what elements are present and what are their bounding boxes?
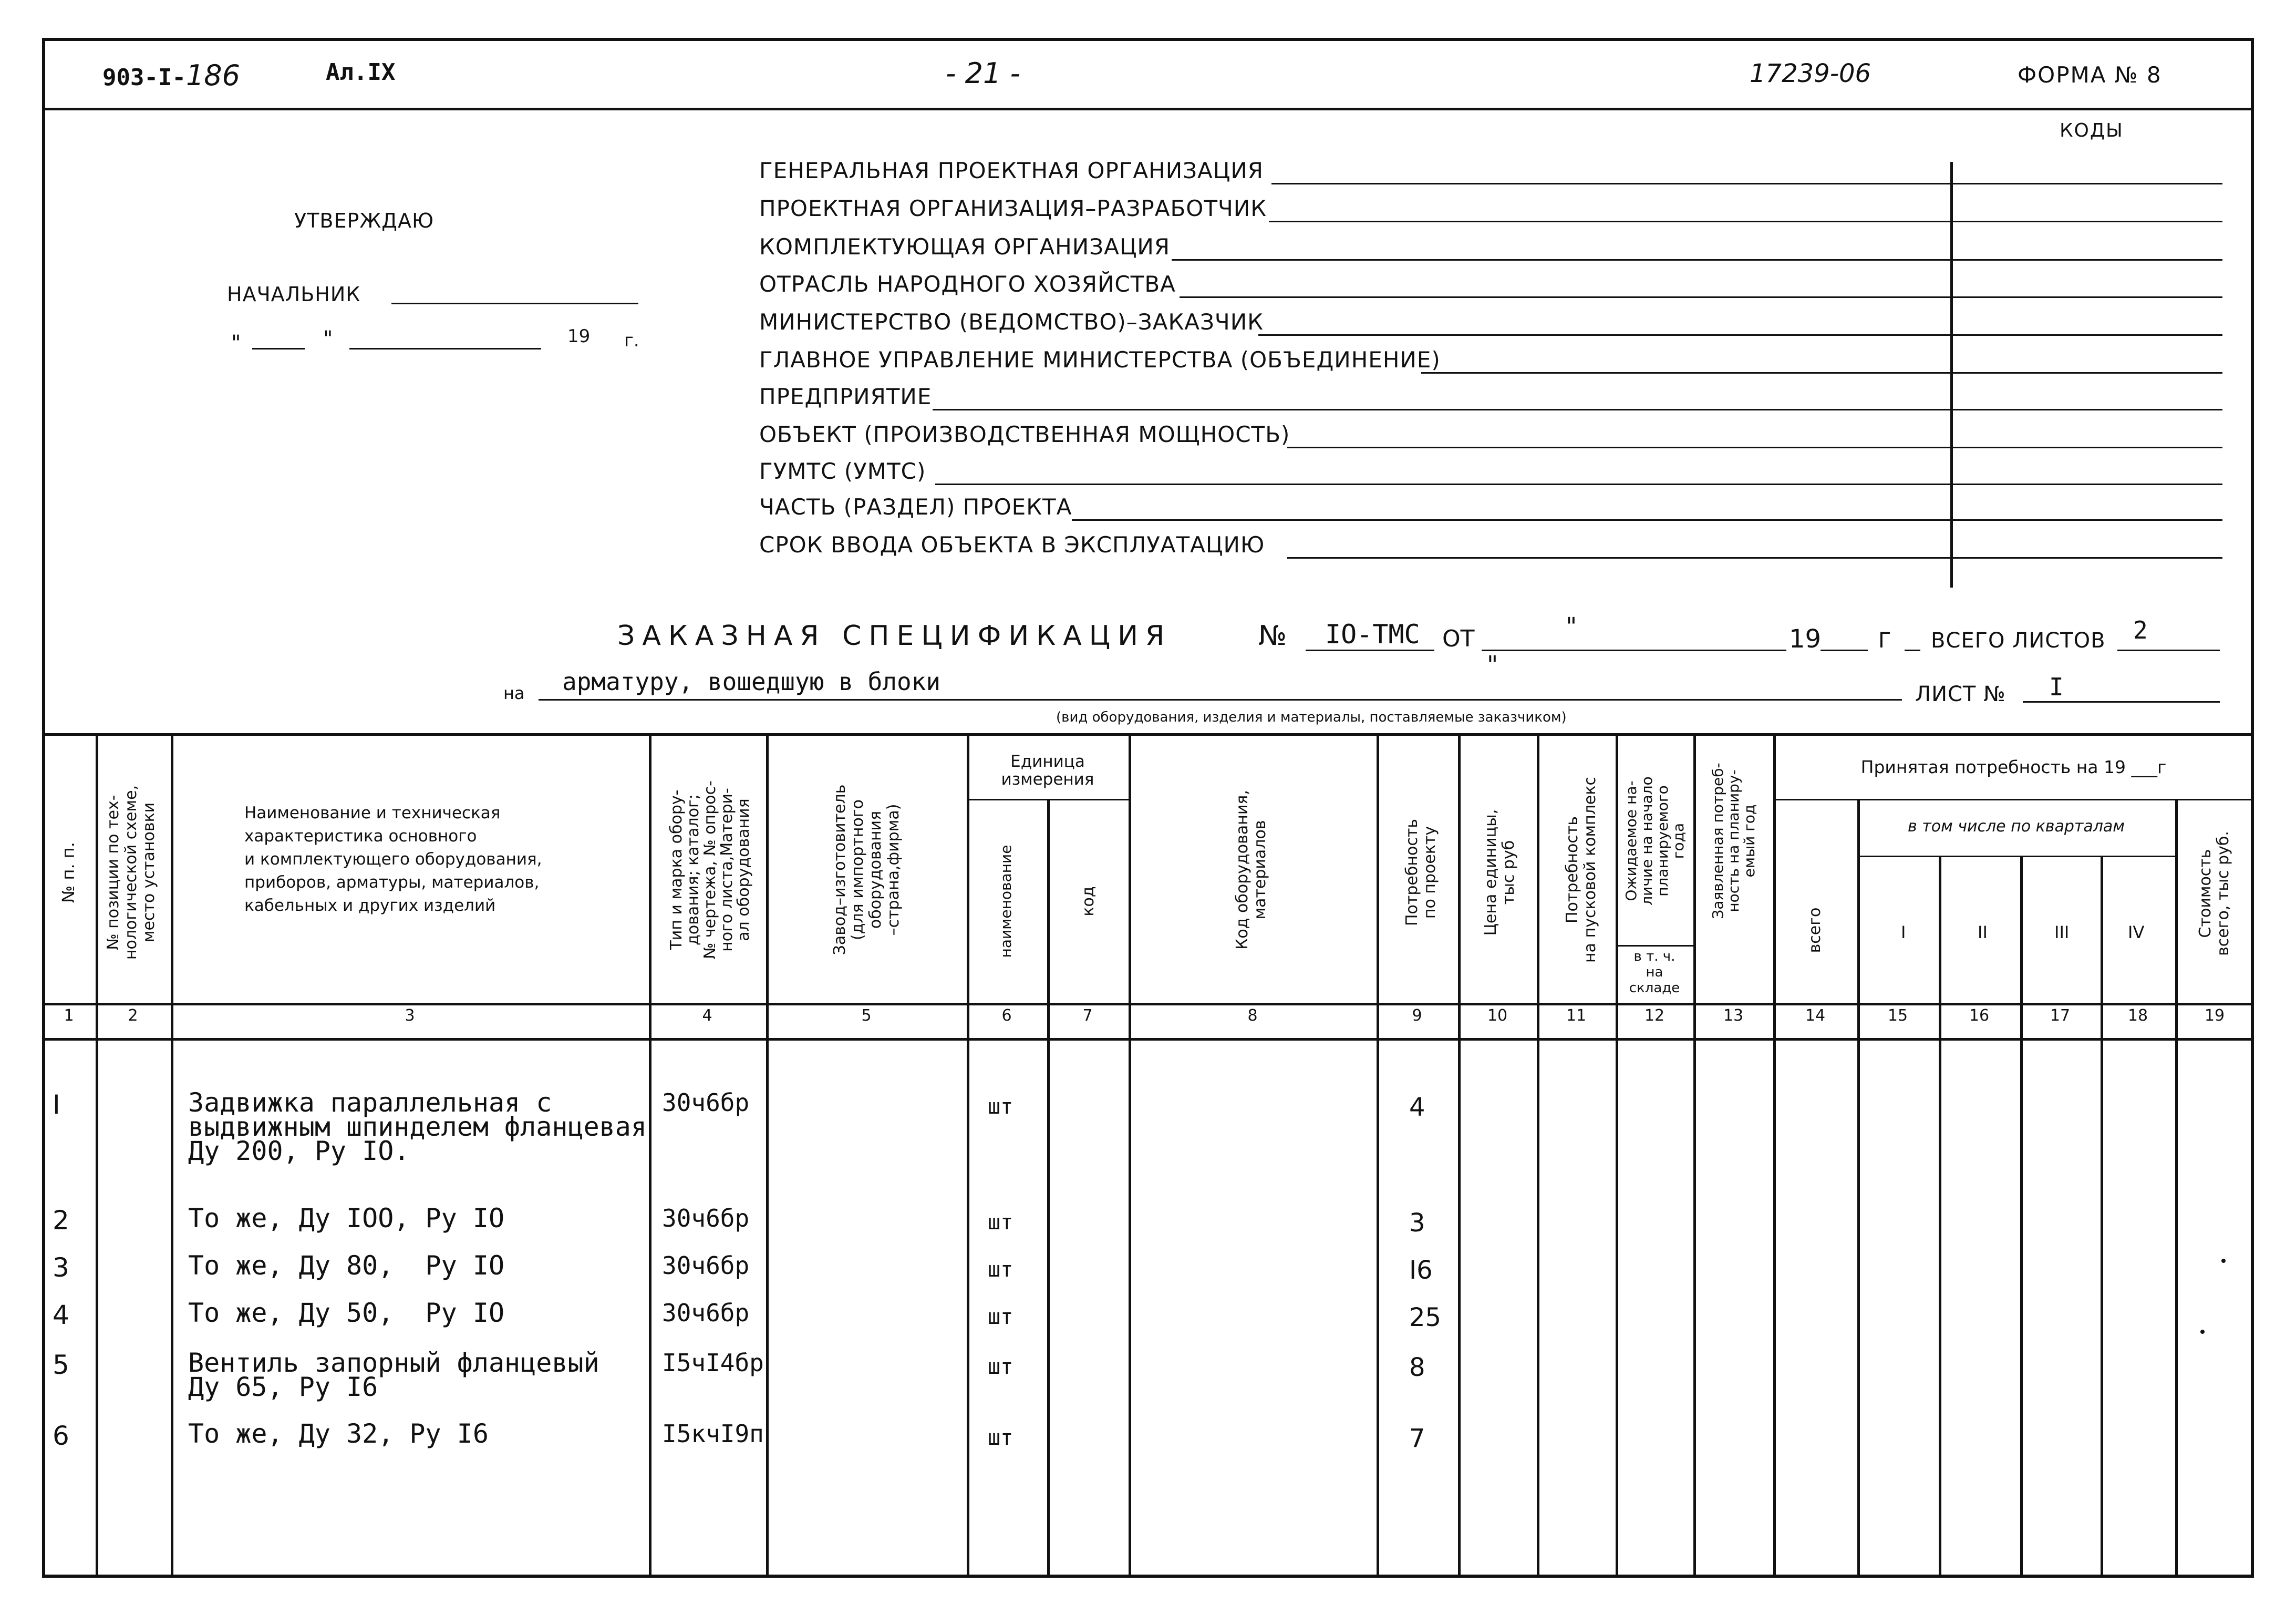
spec-no-line xyxy=(1306,650,1434,651)
field-line-5[interactable] xyxy=(1258,334,2222,336)
row-number: 5 xyxy=(53,1350,69,1380)
column-number: 18 xyxy=(2127,1006,2148,1025)
column-line xyxy=(2175,799,2178,1578)
row-name: То же, Ду 80, Ру IO xyxy=(188,1250,505,1281)
row-qty: 3 xyxy=(1409,1208,1425,1238)
page-number: - 21 - xyxy=(946,57,1021,90)
col-q2-header: II xyxy=(1978,922,1988,942)
field-label-2: ПРОЕКТНАЯ ОРГАНИЗАЦИЯ–РАЗРАБОТЧИК xyxy=(759,196,1267,221)
date-quote-open: " xyxy=(231,331,241,355)
codes-label: КОДЫ xyxy=(2060,120,2124,141)
field-line-1[interactable] xyxy=(1271,183,2222,184)
col-demand-header: Потребность по проекту xyxy=(1403,818,1439,927)
field-label-9: ГУМТС (УМТС) xyxy=(759,458,926,484)
column-number: 19 xyxy=(2204,1006,2225,1025)
row-type: I5кчI9п xyxy=(662,1420,764,1448)
column-number: 2 xyxy=(128,1006,138,1025)
row-name: То же, Ду IOO, Ру IO xyxy=(188,1203,505,1233)
row-number: I xyxy=(53,1089,60,1120)
spec-no-value: IO-TMC xyxy=(1325,619,1420,650)
spec-title: ЗАКАЗНАЯ СПЕЦИФИКАЦИЯ xyxy=(617,620,1172,652)
row-unit: шт xyxy=(988,1426,1013,1450)
field-line-3[interactable] xyxy=(1172,259,2222,261)
column-number: 6 xyxy=(1001,1006,1012,1025)
date-year: 19 xyxy=(567,326,591,347)
table-colnum-bottom xyxy=(42,1038,2254,1041)
row-number: 3 xyxy=(53,1252,69,1283)
column-line xyxy=(171,733,173,1578)
field-label-4: ОТРАСЛЬ НАРОДНОГО ХОЗЯЙСТВА xyxy=(759,271,1176,297)
column-number: 16 xyxy=(1969,1006,1990,1025)
spec-year-line xyxy=(1821,650,1868,651)
col-stock-header: в т. ч. на складе xyxy=(1629,949,1680,996)
spec-g: Г xyxy=(1878,629,1891,653)
field-line-6[interactable] xyxy=(1421,372,2222,374)
column-number: 1 xyxy=(64,1006,74,1025)
column-line xyxy=(2020,856,2023,1578)
spec-sheet-line xyxy=(2023,701,2220,703)
col-declared-header: Заявленная потреб- ность на планиру- емый год xyxy=(1709,763,1758,919)
field-label-1: ГЕНЕРАЛЬНАЯ ПРОЕКТНАЯ ОРГАНИЗАЦИЯ xyxy=(759,158,1264,183)
row-unit: шт xyxy=(988,1305,1013,1329)
column-number: 5 xyxy=(861,1006,872,1025)
spec-from-label: ОТ xyxy=(1442,625,1475,652)
col-total-header: всего xyxy=(1806,907,1824,953)
row-unit: шт xyxy=(988,1258,1013,1282)
field-label-10: ЧАСТЬ (РАЗДЕЛ) ПРОЕКТА xyxy=(759,494,1072,520)
column-line xyxy=(1458,733,1461,1578)
col-quarters-header: в том числе по кварталам xyxy=(1908,817,2125,836)
approve-label: УТВЕРЖДАЮ xyxy=(294,209,435,232)
chief-label: НАЧАЛЬНИК xyxy=(227,283,361,306)
header-divider xyxy=(42,108,2254,110)
spec-no-label: № xyxy=(1258,620,1287,652)
table-top-border xyxy=(42,733,2254,736)
col-unit-header: Единица измерения xyxy=(1001,752,1094,789)
row-qty: 4 xyxy=(1409,1093,1425,1122)
col-expected-header: Ожидаемое на- личие на начало планируемого года xyxy=(1622,776,1687,906)
row-type: I5чI4бр xyxy=(662,1349,764,1377)
column-line xyxy=(649,733,651,1578)
row-name: То же, Ду 50, Ру IO xyxy=(188,1298,505,1328)
col-q3-header: III xyxy=(2054,922,2070,942)
row-number: 4 xyxy=(53,1300,69,1330)
accepted-header-line xyxy=(1773,799,2254,800)
column-number: 11 xyxy=(1566,1006,1587,1025)
row-qty: I6 xyxy=(1409,1256,1433,1285)
column-line xyxy=(1693,733,1696,1578)
spec-total-value: 2 xyxy=(2133,616,2148,644)
stray-dot xyxy=(2221,1259,2226,1263)
field-label-3: КОМПЛЕКТУЮЩАЯ ОРГАНИЗАЦИЯ xyxy=(759,234,1171,260)
column-number: 4 xyxy=(702,1006,712,1025)
spec-total-line xyxy=(2117,650,2220,651)
row-qty: 8 xyxy=(1409,1353,1425,1382)
table-header-bottom xyxy=(42,1003,2254,1005)
doc-code xyxy=(102,59,240,92)
spec-subject: арматуру, вошедшую в блоки xyxy=(562,667,941,696)
column-line xyxy=(967,733,969,1578)
row-qty: 7 xyxy=(1409,1424,1425,1453)
field-line-2[interactable] xyxy=(1269,221,2222,222)
row-name: То же, Ду 32, Ру I6 xyxy=(188,1418,489,1449)
row-unit: шт xyxy=(988,1355,1013,1379)
col-name-header: Наименование и техническая характеристика основного и комплектующего оборудования, приборов, арматуры, материалов, кабельных и других изделий xyxy=(244,804,542,915)
column-number: 14 xyxy=(1805,1006,1826,1025)
field-label-6: ГЛАВНОЕ УПРАВЛЕНИЕ МИНИСТЕРСТВА (ОБЪЕДИНЕНИЕ) xyxy=(759,347,1441,373)
column-number: 12 xyxy=(1644,1006,1665,1025)
date-quote-close: " xyxy=(323,327,333,351)
field-label-5: МИНИСТЕРСТВО (ВЕДОМСТВО)–ЗАКАЗЧИК xyxy=(759,309,1264,335)
spec-subject-line xyxy=(539,699,1902,701)
doc-code-text: 903-I- xyxy=(102,64,186,91)
col-q4-header: IV xyxy=(2128,922,2145,942)
row-number: 6 xyxy=(53,1421,69,1451)
spec-na: на xyxy=(503,683,525,703)
field-line-8[interactable] xyxy=(1287,447,2222,448)
column-number: 17 xyxy=(2050,1006,2071,1025)
column-line xyxy=(1616,733,1618,1578)
column-number: 3 xyxy=(405,1006,415,1025)
doc-code-hand: 186 xyxy=(185,59,241,92)
col-unit-code-header: код xyxy=(1079,886,1098,917)
field-line-10[interactable] xyxy=(1072,519,2222,521)
stray-dot xyxy=(2200,1330,2205,1334)
spec-sheet-value: I xyxy=(2049,673,2064,701)
row-qty: 25 xyxy=(1409,1303,1442,1332)
column-line xyxy=(1773,733,1776,1578)
field-line-9[interactable] xyxy=(935,484,2222,485)
col-accepted-header: Принятая потребность на 19 ___г xyxy=(1860,757,2167,777)
column-line xyxy=(1047,799,1050,1578)
column-line xyxy=(1377,733,1379,1578)
field-line-7[interactable] xyxy=(933,409,2222,410)
column-line xyxy=(766,733,769,1578)
col-position-header: № позиции по тех- нологической схеме, место установки xyxy=(104,785,158,960)
field-line-4[interactable] xyxy=(1180,296,2222,298)
stock-header-line xyxy=(1616,945,1693,947)
col-q1-header: I xyxy=(1901,922,1906,942)
spec-quote-2: " xyxy=(1487,651,1498,679)
field-label-11: СРОК ВВОДА ОБЪЕКТА В ЭКСПЛУАТАЦИЮ xyxy=(759,532,1265,558)
row-type: 30ч6бр xyxy=(662,1204,750,1232)
column-number: 15 xyxy=(1887,1006,1908,1025)
col-launch-header: Потребность на пусковой комплекс xyxy=(1563,777,1599,963)
col-maker-header: Завод–изготовитель (для импортного оборудования –страна,фирма) xyxy=(831,784,903,955)
spec-year: 19 xyxy=(1789,624,1822,654)
column-number: 9 xyxy=(1412,1006,1422,1025)
row-name: Задвижка параллельная с выдвижным шпинделем фланцевая Ду 200, Ру IO. xyxy=(188,1087,647,1166)
col-cost-header: Стоимость всего, тыс руб. xyxy=(2196,831,2232,956)
col-no-header: № п. п. xyxy=(58,842,78,903)
column-number: 10 xyxy=(1487,1006,1508,1025)
codes-separator xyxy=(1950,162,1953,588)
spec-date-line xyxy=(1482,650,1786,651)
unit-header-line xyxy=(967,799,1129,800)
date-day-line xyxy=(252,348,305,349)
row-name: Вентиль запорный фланцевый Ду 65, Ру I6 xyxy=(188,1348,599,1402)
stamp-number: 17239-06 xyxy=(1750,59,1871,88)
col-unit-name-header: наименование xyxy=(997,845,1015,958)
album-label: Ал.IX xyxy=(326,59,396,86)
form-label: ФОРМА № 8 xyxy=(2018,62,2162,88)
date-year-suffix: г. xyxy=(624,330,639,351)
column-number: 8 xyxy=(1247,1006,1258,1025)
column-line xyxy=(1129,733,1131,1578)
spec-total-label: ВСЕГО ЛИСТОВ xyxy=(1931,629,2106,653)
column-line xyxy=(2101,856,2103,1578)
col-price-header: Цена единицы, тыс руб xyxy=(1482,809,1518,936)
spec-dash xyxy=(1905,650,1920,651)
chief-signature-line xyxy=(391,303,638,304)
column-number: 13 xyxy=(1723,1006,1744,1025)
quarters-header-line xyxy=(1857,856,2175,857)
row-type: 30ч6бр xyxy=(662,1299,750,1327)
field-line-11[interactable] xyxy=(1287,557,2222,559)
col-type-header: Тип и марка обору- дования; каталог; № чертежа, № опрос- ного листа,Матери- ал оборудования xyxy=(667,780,753,959)
field-label-7: ПРЕДПРИЯТИЕ xyxy=(759,384,932,409)
col-equip-code-header: Код оборудования, материалов xyxy=(1233,790,1269,950)
date-month-line xyxy=(349,348,541,349)
spec-caption: (вид оборудования, изделия и материалы, поставляемые заказчиком) xyxy=(1056,710,1567,725)
spec-quote-1: " xyxy=(1566,612,1577,641)
column-line xyxy=(1857,799,1860,1578)
row-type: 30ч6бр xyxy=(662,1251,750,1280)
spec-sheet-label: ЛИСТ № xyxy=(1915,682,2006,706)
column-number: 7 xyxy=(1082,1006,1093,1025)
field-label-8: ОБЪЕКТ (ПРОИЗВОДСТВЕННАЯ МОЩНОСТЬ) xyxy=(759,422,1290,447)
row-type: 30ч6бр xyxy=(662,1088,750,1117)
column-line xyxy=(1537,733,1539,1578)
row-unit: шт xyxy=(988,1210,1013,1235)
row-unit: шт xyxy=(988,1095,1013,1119)
column-line xyxy=(1939,856,1941,1578)
row-number: 2 xyxy=(53,1205,69,1236)
column-line xyxy=(96,733,98,1578)
